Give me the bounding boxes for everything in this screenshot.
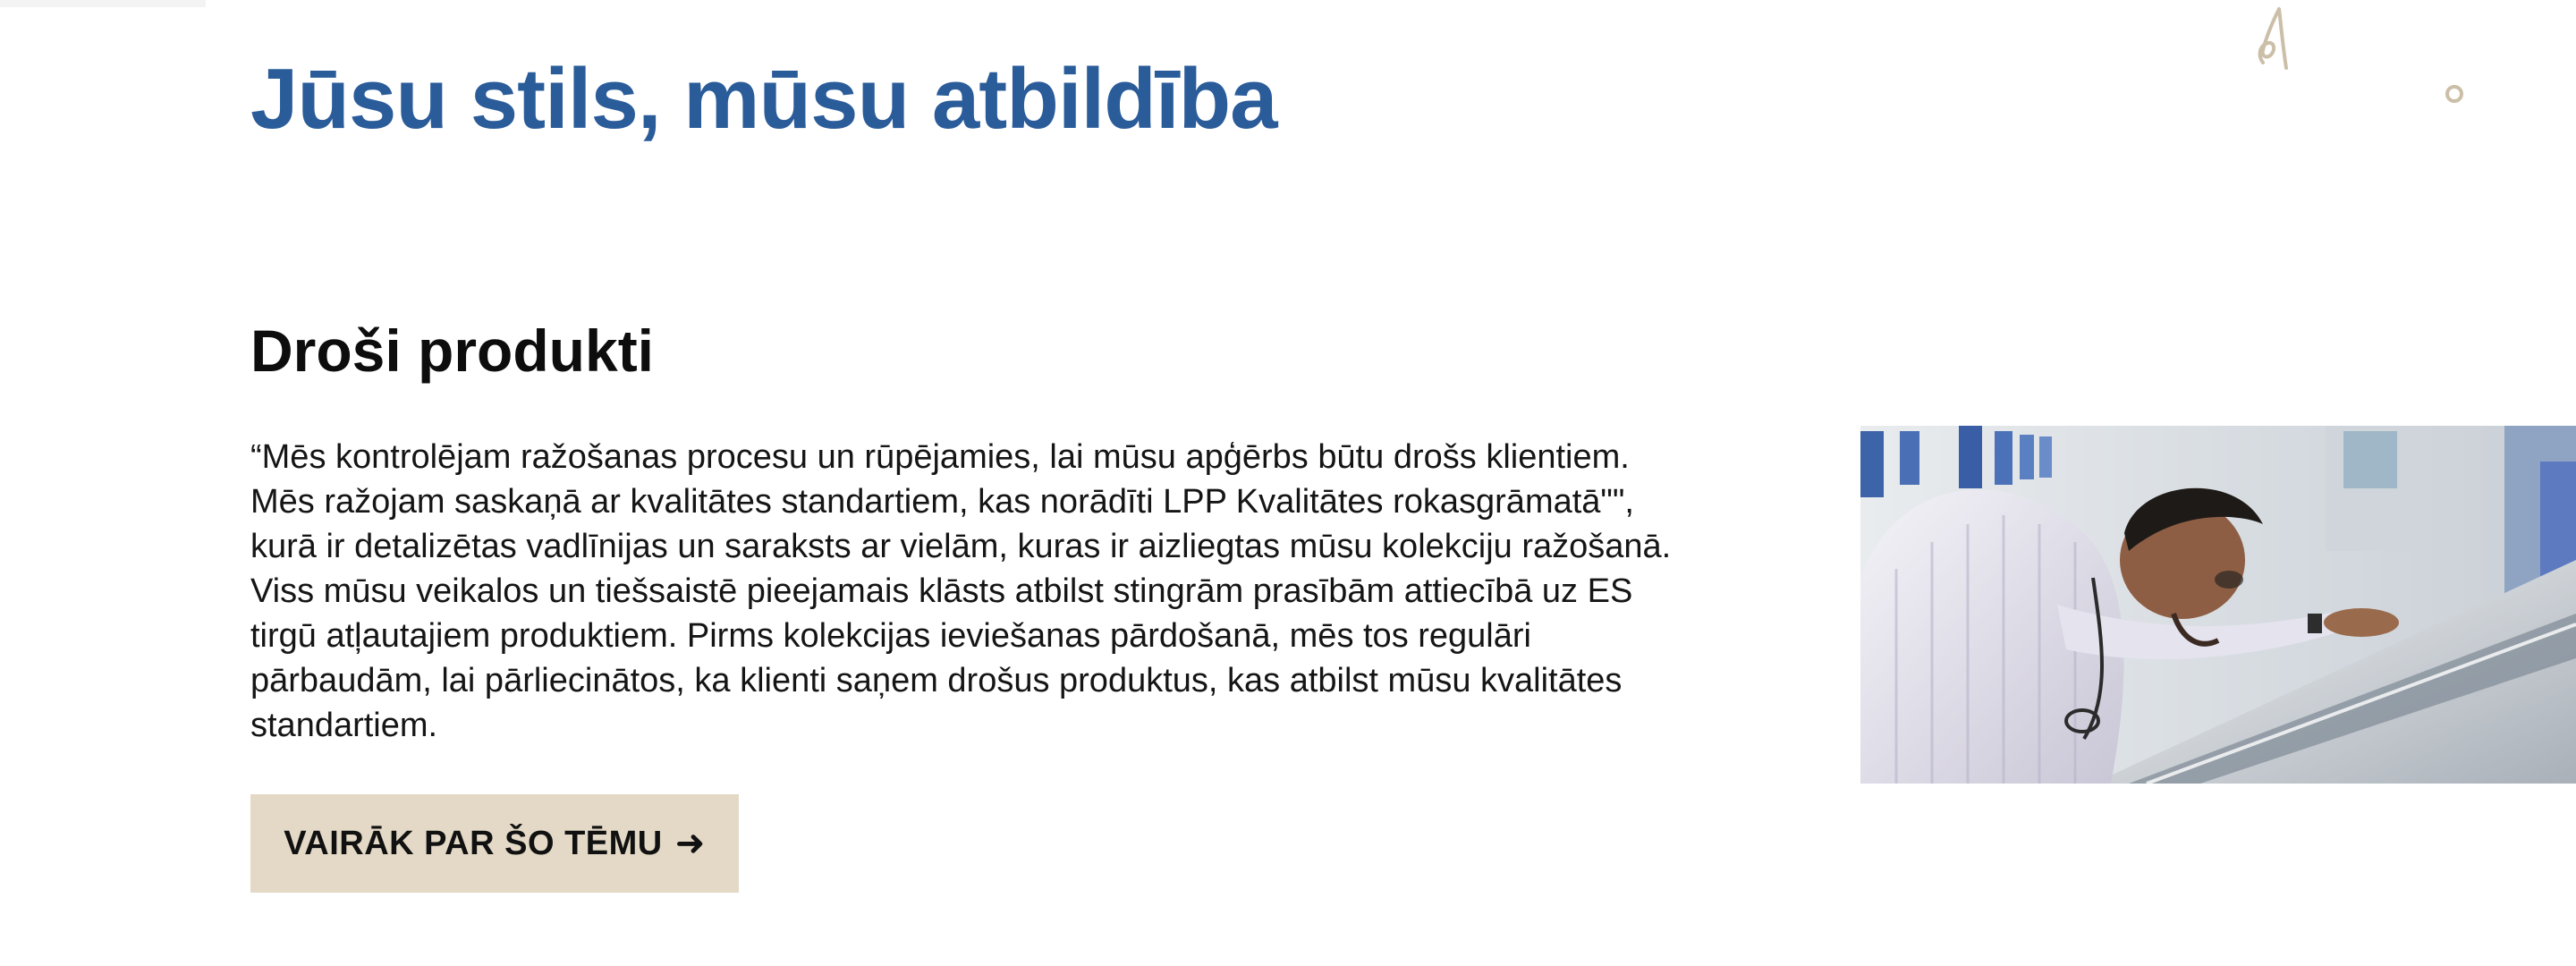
knitting-worker-photo xyxy=(1860,426,2576,784)
read-more-button[interactable] xyxy=(250,794,739,893)
arrow-right-icon: ➜ xyxy=(674,824,706,863)
read-more-label: VAIRĀK PAR ŠO TĒMU xyxy=(284,824,663,862)
section-title: Droši produkti xyxy=(250,318,655,384)
top-faint-strip xyxy=(0,0,206,7)
page-title: Jūsu stils, mūsu atbildība xyxy=(250,51,1277,147)
scribble-decoration-icon xyxy=(2250,5,2304,73)
circle-decoration-icon xyxy=(2445,85,2463,103)
section-paragraph: “Mēs kontrolējam ražošanas procesu un rūpējamies, lai mūsu apģērbs būtu drošs klientiem. Mēs ražojam saskaņā ar kvalitātes standartiem, kas norādīti LPP Kvalitātes rokasgrāmatā"", kurā ir detalizētas vadlīnijas un saraksts ar vielām, kuras ir aizliegtas mūsu kolekciju ražošanā. Viss mūsu veikalos un tiešsaistē pieejamais klāsts atbilst stingrām prasībām attiecībā uz ES tirgū atļautajiem produktiem. Pirms kolekcijas ieviešanas pārdošanā, mēs tos regulāri pārbaudām, lai pārliecinātos, ka klienti saņem drošus produktus, kas atbilst mūsu kvalitātes standartiem. xyxy=(250,438,1672,744)
photo-illustration xyxy=(1860,426,2576,784)
